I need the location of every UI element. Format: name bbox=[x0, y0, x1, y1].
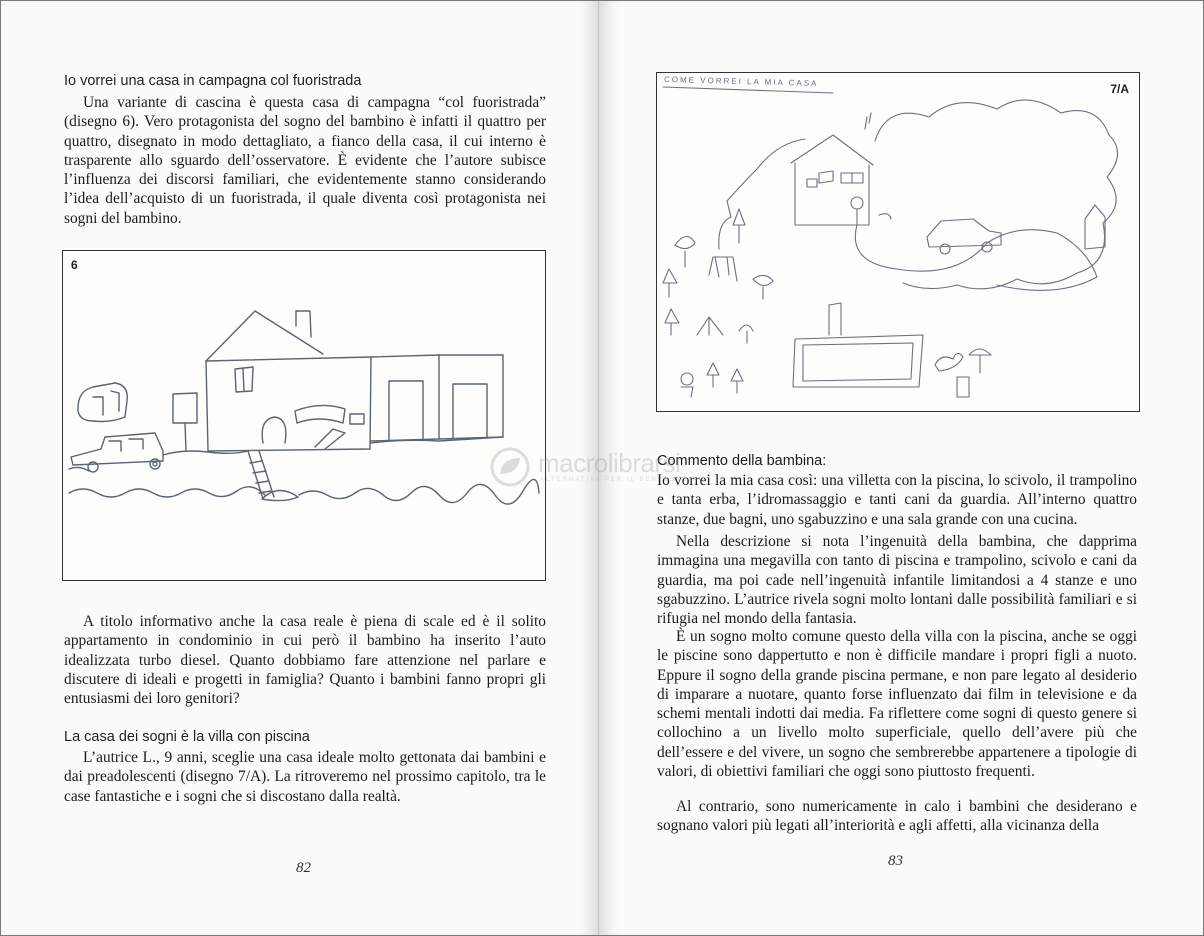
left-paragraph-3 bbox=[64, 748, 546, 806]
section-heading-villa: La casa dei sogni è la villa con piscina bbox=[64, 729, 310, 745]
figure-7a-label: 7/A bbox=[1110, 82, 1129, 96]
figure-6-drawing bbox=[62, 250, 546, 581]
house-with-offroad-car-sketch bbox=[63, 251, 545, 580]
right-paragraph-2 bbox=[657, 627, 1137, 781]
watermark-subtext: ALTERNATIVA PER IL BENESSERE bbox=[540, 477, 695, 483]
right-paragraph-2-text: È un sogno molto comune questo della villa con la piscina, anche se oggi le piscine sono dappertutto e non è difficile mandare i propri figli a nuoto. Eppure il sogno della grande piscina permane, e non pare legato al desiderio di imparare a nuotare, quanto forse influenzato dai film in televisione e da schemi mentali indotti dai media. Fa riflettere come sogni di questo genere si collochino a un livello molto superficiale, quello dell’avere più che dell’essere e del vivere, un sogno che sembrerebbe appartenere a tipologie di valori, di obiettivi familiari che oggi sono piuttosto frequenti. bbox=[657, 628, 1137, 781]
page-number-83: 83 bbox=[888, 853, 903, 869]
leaf-logo-icon bbox=[488, 446, 532, 488]
figure-6-label: 6 bbox=[71, 258, 78, 272]
villa-with-pool-sketch bbox=[657, 73, 1139, 411]
right-paragraph-1-text: Nella descrizione si nota l’ingenuità della bambina, che dapprima immagina una megavilla con tanto di piscina e trampolino, scivolo e cani da guardia, ma poi cade nell’ingenuità infantile limitandosi a 4 stanze e uno sgabuzzino. L’autrice rivela sogni molto lontani dalle possibilità familiari e si rifugia nel mondo della fantasia. bbox=[657, 533, 1137, 628]
right-paragraph-3 bbox=[657, 797, 1137, 836]
watermark-logo bbox=[488, 446, 708, 488]
left-paragraph-2-text: A titolo informativo anche la casa reale è piena di scale ed è il solito appartamento in condominio in cui però il bambino ha inserito l’auto idealizzata turbo diesel. Quanto dobbiamo fare attenzione nel parlare e discutere di ideali e progetti in famiglia? Quanto i bambini fanno propri gli entusiasmi dei loro genitori? bbox=[64, 613, 546, 708]
right-paragraph-3-text: Al contrario, sono numericamente in calo i bambini che desiderano e sognano valori più legati all’interiorità e agli affetti, alla vicinanza della bbox=[657, 798, 1137, 835]
left-paragraph-1-text: Una variante di cascina è questa casa di campagna “col fuoristrada” (disegno 6). Vero protagonista del sogno del bambino è infatti il quattro per quattro, disegnato in modo dettagliato, a fianco della casa, il cui interno è trasparente allo sguardo dell’osservatore. È evidente che l’autore subisce l’influenza dei discorsi familiari, che evidentemente stanno considerando l’idea dell’acquisto di un fuoristrada, il quale diventa così protagonista nei sogni del bambino. bbox=[64, 94, 546, 227]
watermark-text: macrolibrarsi bbox=[538, 448, 681, 478]
comment-heading: Commento della bambina: bbox=[657, 453, 827, 469]
comment-text: Io vorrei la mia casa così: una villetta con la piscina, lo scivolo, il trampolino e tanta erba, l’idromassaggio e tanti cani da guardia. All’interno quattro stanze, due bagni, uno sgabuzzino e una sala grande con una cucina. bbox=[657, 472, 1137, 528]
left-paragraph-2 bbox=[64, 612, 546, 708]
left-paragraph-3-text: L’autrice L., 9 anni, sceglie una casa ideale molto gettonata dai bambini e dai preadolescenti (disegno 7/A). La ritroveremo nel prossimo capitolo, tra le case fantastiche e i sogni che si discostano dalla realtà. bbox=[64, 749, 546, 805]
right-paragraph-1 bbox=[657, 532, 1137, 628]
section-heading-fuoristrada: Io vorrei una casa in campagna col fuoristrada bbox=[64, 73, 362, 89]
left-paragraph-1 bbox=[64, 93, 546, 228]
page-number-82: 82 bbox=[296, 860, 311, 876]
drawing-caption: COME VORREI LA MIA CASA bbox=[663, 74, 819, 89]
figure-7a-drawing bbox=[656, 72, 1140, 412]
